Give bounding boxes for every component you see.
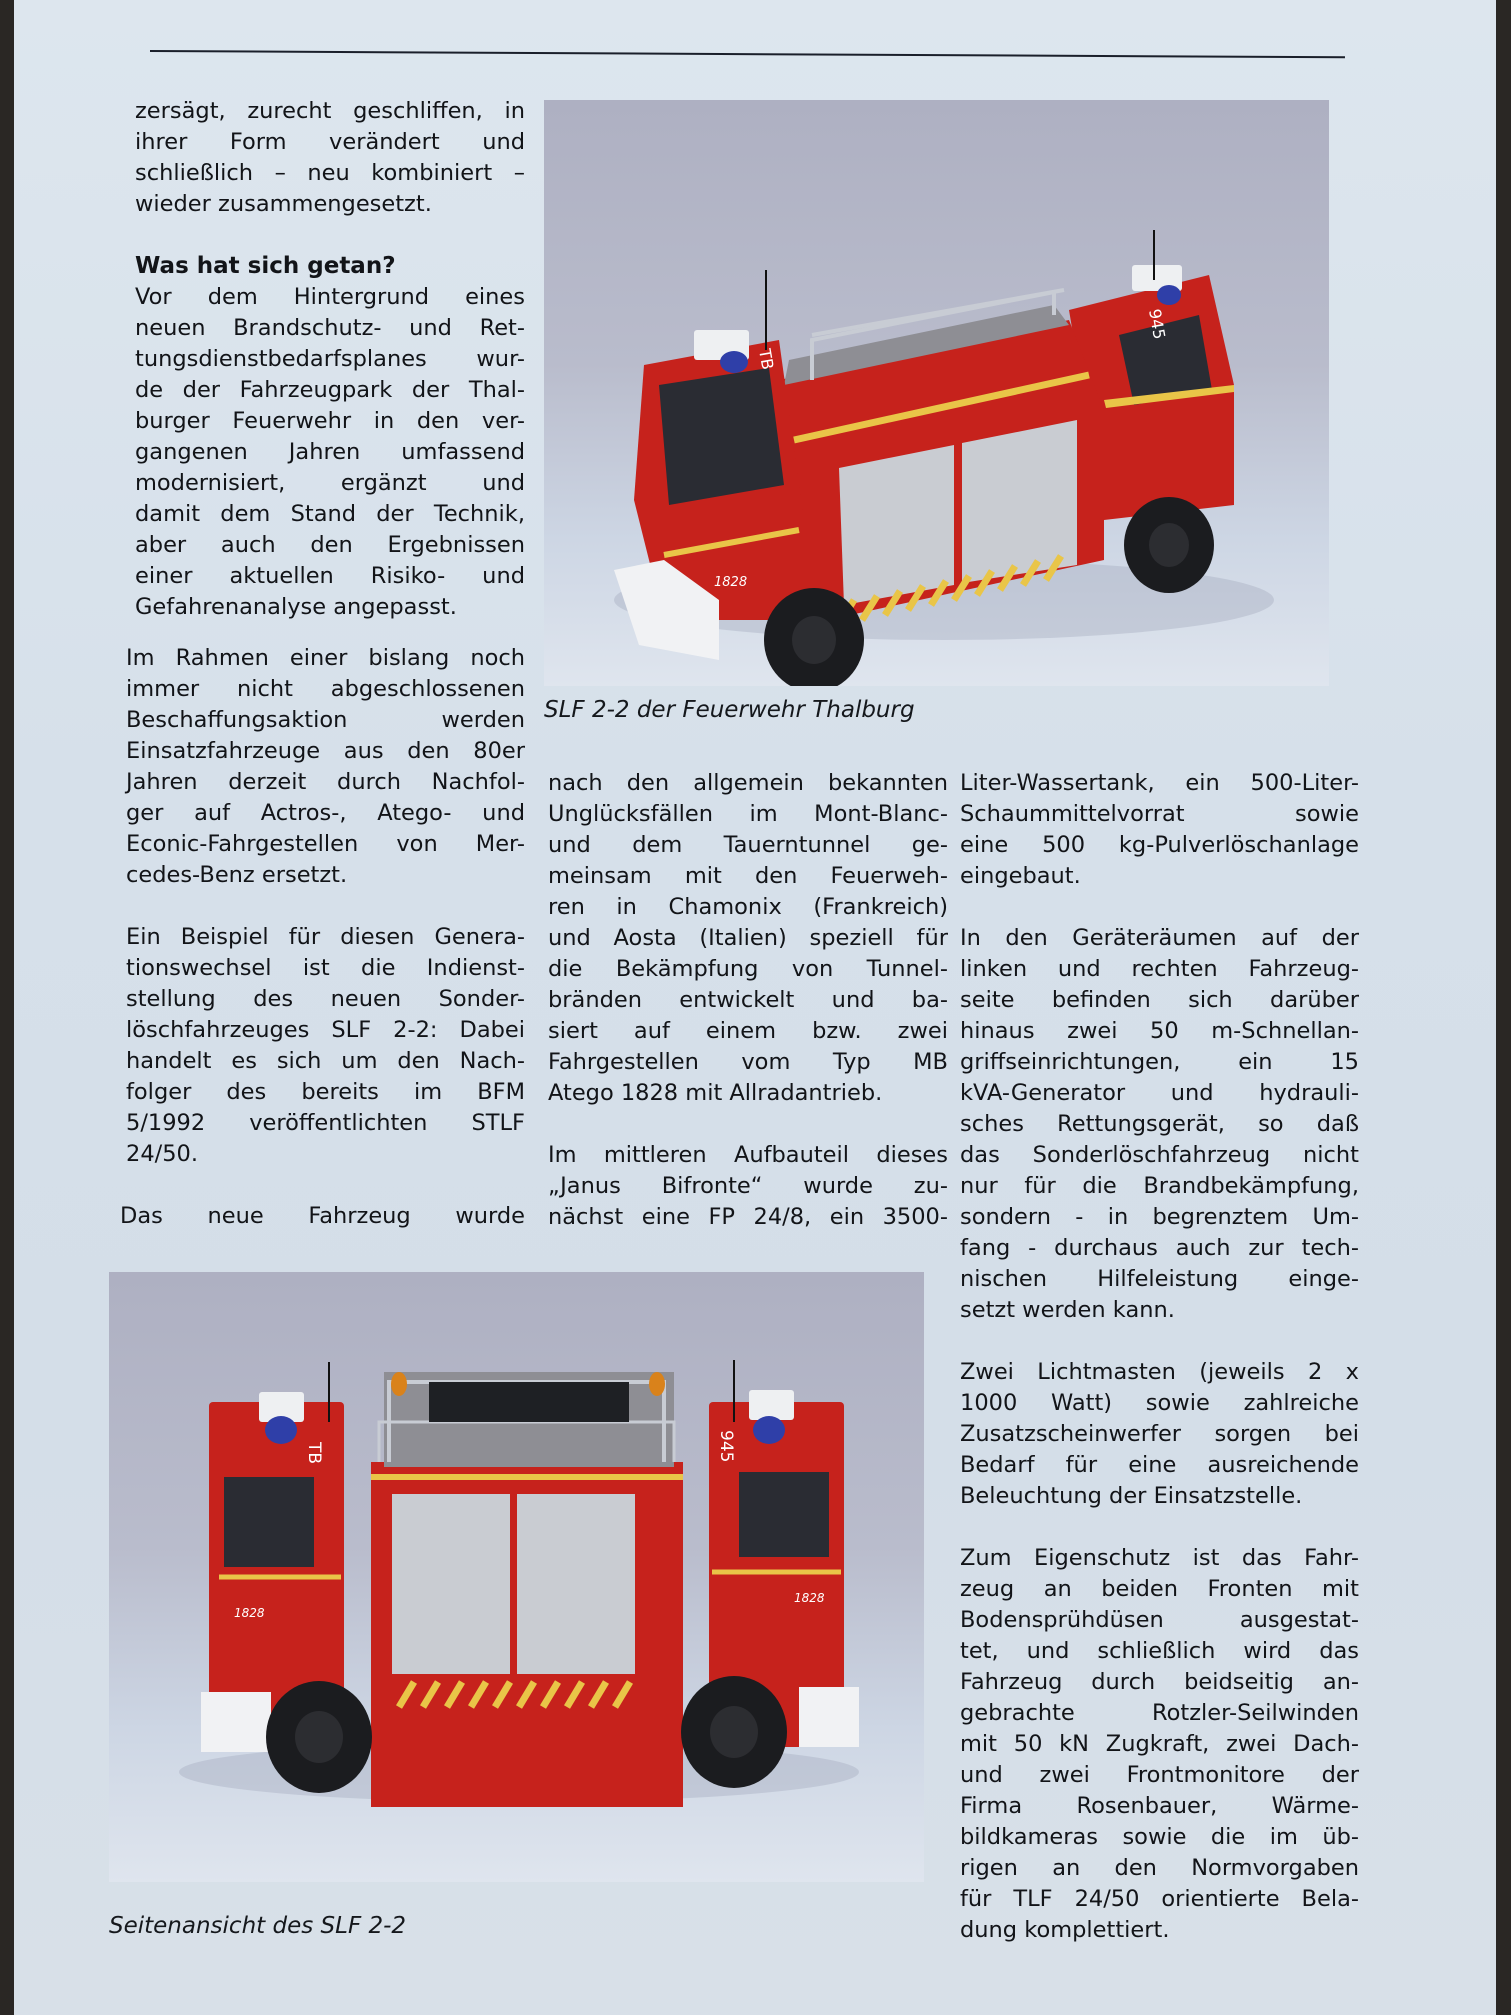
text-line: Einsatzfahrzeuge aus den 80er bbox=[126, 738, 525, 764]
text-line: nächst eine FP 24/8, ein 3500- bbox=[548, 1204, 948, 1230]
column-left-lower bbox=[120, 643, 525, 1232]
text-line: löschfahrzeuges SLF 2-2: Dabei bbox=[126, 1017, 525, 1043]
text-line: sches Rettungsgerät, so daß bbox=[960, 1111, 1359, 1137]
section-heading: Was hat sich getan? bbox=[135, 253, 396, 279]
model-badge-front: 1828 bbox=[714, 575, 748, 590]
text-line: Unglücksfällen im Mont-Blanc- bbox=[548, 801, 948, 827]
text-line: Zusatzscheinwerfer sorgen bei bbox=[960, 1421, 1359, 1447]
rear-plate-label: 945 bbox=[716, 1430, 736, 1463]
paragraph-procurement bbox=[126, 643, 525, 891]
text-line: Zwei Lichtmasten (jeweils 2 x bbox=[960, 1359, 1359, 1385]
text-line: griffseinrichtungen, ein 15 bbox=[960, 1049, 1359, 1075]
text-line: sondern - in begrenztem Um- bbox=[960, 1204, 1359, 1230]
text-line: und zwei Frontmonitore der bbox=[960, 1762, 1359, 1788]
text-line: tungsdienstbedarfsplanes wur- bbox=[135, 346, 525, 372]
text-line: rigen an den Normvorgaben bbox=[960, 1855, 1359, 1881]
front-plate-label: TB bbox=[304, 1442, 324, 1465]
text-line: nach den allgemein bekannten bbox=[548, 770, 948, 796]
text-line: burger Feuerwehr in den ver- bbox=[135, 408, 525, 434]
text-line: Bedarf für eine ausreichende bbox=[960, 1452, 1359, 1478]
text-line: Firma Rosenbauer, Wärme- bbox=[960, 1793, 1359, 1819]
text-line: Zum Eigenschutz ist das Fahr- bbox=[960, 1545, 1359, 1571]
text-line: und dem Tauerntunnel ge- bbox=[548, 832, 948, 858]
text-line: ger auf Actros-, Atego- und bbox=[126, 800, 525, 826]
text-line: fang - durchaus auch zur tech- bbox=[960, 1235, 1359, 1261]
text-line: dung komplettiert. bbox=[960, 1917, 1170, 1943]
paragraph-intro-end bbox=[135, 96, 525, 220]
paragraph-example bbox=[126, 922, 525, 1170]
text-line: Liter-Wassertank, ein 500-Liter- bbox=[960, 770, 1359, 796]
header-rule bbox=[150, 50, 1345, 58]
text-line: nischen Hilfeleistung einge- bbox=[960, 1266, 1359, 1292]
text-line: Vor dem Hintergrund eines bbox=[135, 284, 525, 310]
text-line: wieder zusammengesetzt. bbox=[135, 191, 432, 217]
text-line: meinsam mit den Feuerweh- bbox=[548, 863, 948, 889]
text-line: damit dem Stand der Technik, bbox=[135, 501, 525, 527]
text-line: stellung des neuen Sonder- bbox=[126, 986, 525, 1012]
paragraph-tanks bbox=[960, 768, 1359, 892]
text-line: schließlich – neu kombiniert – bbox=[135, 160, 525, 186]
text-line: neuen Brandschutz- und Ret- bbox=[135, 315, 525, 341]
rear-plate-label: 945 bbox=[1145, 307, 1170, 341]
text-line: für TLF 24/50 orientierte Bela- bbox=[960, 1886, 1359, 1912]
text-line: tet, und schließlich wird das bbox=[960, 1638, 1359, 1664]
column-middle bbox=[548, 768, 948, 1233]
text-line: und Aosta (Italien) speziell für bbox=[548, 925, 948, 951]
text-line: setzt werden kann. bbox=[960, 1297, 1175, 1323]
model-badge-front: 1828 bbox=[234, 1606, 265, 1620]
text-line: eine 500 kg-Pulverlöschanlage bbox=[960, 832, 1359, 858]
paragraph-development bbox=[548, 768, 948, 1109]
column-right bbox=[960, 768, 1359, 1946]
text-line: folger des bereits im BFM bbox=[126, 1079, 525, 1105]
text-line: cedes-Benz ersetzt. bbox=[126, 862, 348, 888]
text-line: Im mittleren Aufbauteil dieses bbox=[548, 1142, 948, 1168]
text-line: einer aktuellen Risiko- und bbox=[135, 563, 525, 589]
text-line: Ein Beispiel für diesen Genera- bbox=[126, 924, 525, 950]
paragraph-background bbox=[135, 282, 525, 623]
paragraph-compartments bbox=[960, 923, 1359, 1326]
photo-slf-perspective bbox=[544, 100, 1329, 686]
paragraph-lighting bbox=[960, 1357, 1359, 1512]
text-line: zersägt, zurecht geschliffen, in bbox=[135, 98, 525, 124]
text-line: Das neue Fahrzeug wurde bbox=[120, 1203, 525, 1229]
text-line: 5/1992 veröffentlichten STLF bbox=[126, 1110, 525, 1136]
text-line: modernisiert, ergänzt und bbox=[135, 470, 525, 496]
text-line: Im Rahmen einer bislang noch bbox=[126, 645, 525, 671]
photo-slf-side-view bbox=[109, 1272, 924, 1882]
text-line: das Sonderlöschfahrzeug nicht bbox=[960, 1142, 1359, 1168]
text-line: In den Geräteräumen auf der bbox=[960, 925, 1359, 951]
text-line: Jahren derzeit durch Nachfol- bbox=[126, 769, 525, 795]
text-line: de der Fahrzeugpark der Thal- bbox=[135, 377, 525, 403]
fire-truck-perspective-image bbox=[544, 100, 1329, 686]
text-line: Econic-Fahrgestellen von Mer- bbox=[126, 831, 525, 857]
text-line: mit 50 kN Zugkraft, zwei Dach- bbox=[960, 1731, 1359, 1757]
front-plate-label: TB bbox=[755, 347, 778, 372]
text-line: Fahrzeug durch beidseitig an- bbox=[960, 1669, 1359, 1695]
text-line: bränden entwickelt und ba- bbox=[548, 987, 948, 1013]
text-line: kVA-Generator und hydrauli- bbox=[960, 1080, 1359, 1106]
model-badge-rear: 1828 bbox=[794, 1591, 825, 1605]
text-line: gangenen Jahren umfassend bbox=[135, 439, 525, 465]
text-line: seite befinden sich darüber bbox=[960, 987, 1359, 1013]
text-line: linken und rechten Fahrzeug- bbox=[960, 956, 1359, 982]
text-line: immer nicht abgeschlossenen bbox=[126, 676, 525, 702]
text-line: siert auf einem bzw. zwei bbox=[548, 1018, 948, 1044]
text-line: Bodensprühdüsen ausgestat- bbox=[960, 1607, 1359, 1633]
text-line: Beschaffungsaktion werden bbox=[126, 707, 525, 733]
paragraph-equipment-start bbox=[548, 1140, 948, 1233]
text-line: aber auch den Ergebnissen bbox=[135, 532, 525, 558]
text-line: Schaummittelvorrat sowie bbox=[960, 801, 1359, 827]
text-line: nur für die Brandbekämpfung, bbox=[960, 1173, 1359, 1199]
text-line: handelt es sich um den Nach- bbox=[126, 1048, 525, 1074]
text-line: 24/50. bbox=[126, 1141, 198, 1167]
text-line: „Janus Bifronte“ wurde zu- bbox=[548, 1173, 948, 1199]
text-line: 1000 Watt) sowie zahlreiche bbox=[960, 1390, 1359, 1416]
text-line: Fahrgestellen vom Typ MB bbox=[548, 1049, 948, 1075]
text-line: zeug an beiden Fronten mit bbox=[960, 1576, 1359, 1602]
fire-truck-side-image bbox=[109, 1272, 924, 1882]
paragraph-new-vehicle bbox=[120, 1201, 525, 1232]
text-line: Beleuchtung der Einsatzstelle. bbox=[960, 1483, 1303, 1509]
caption-top-photo: SLF 2-2 der Feuerwehr Thalburg bbox=[544, 697, 915, 723]
text-line: Gefahrenanalyse angepasst. bbox=[135, 594, 457, 620]
paragraph-self-protection bbox=[960, 1543, 1359, 1946]
magazine-page bbox=[14, 0, 1496, 2015]
text-line: hinaus zwei 50 m-Schnellan- bbox=[960, 1018, 1359, 1044]
text-line: Atego 1828 mit Allradantrieb. bbox=[548, 1080, 883, 1106]
text-line: ren in Chamonix (Frankreich) bbox=[548, 894, 948, 920]
text-line: bildkameras sowie die im üb- bbox=[960, 1824, 1359, 1850]
text-line: gebrachte Rotzler-Seilwinden bbox=[960, 1700, 1359, 1726]
text-line: die Bekämpfung von Tunnel- bbox=[548, 956, 948, 982]
caption-bottom-photo: Seitenansicht des SLF 2-2 bbox=[109, 1913, 407, 1939]
text-line: ihrer Form verändert und bbox=[135, 129, 525, 155]
text-line: tionswechsel ist die Indienst- bbox=[126, 955, 525, 981]
column-left bbox=[135, 96, 525, 623]
text-line: eingebaut. bbox=[960, 863, 1081, 889]
